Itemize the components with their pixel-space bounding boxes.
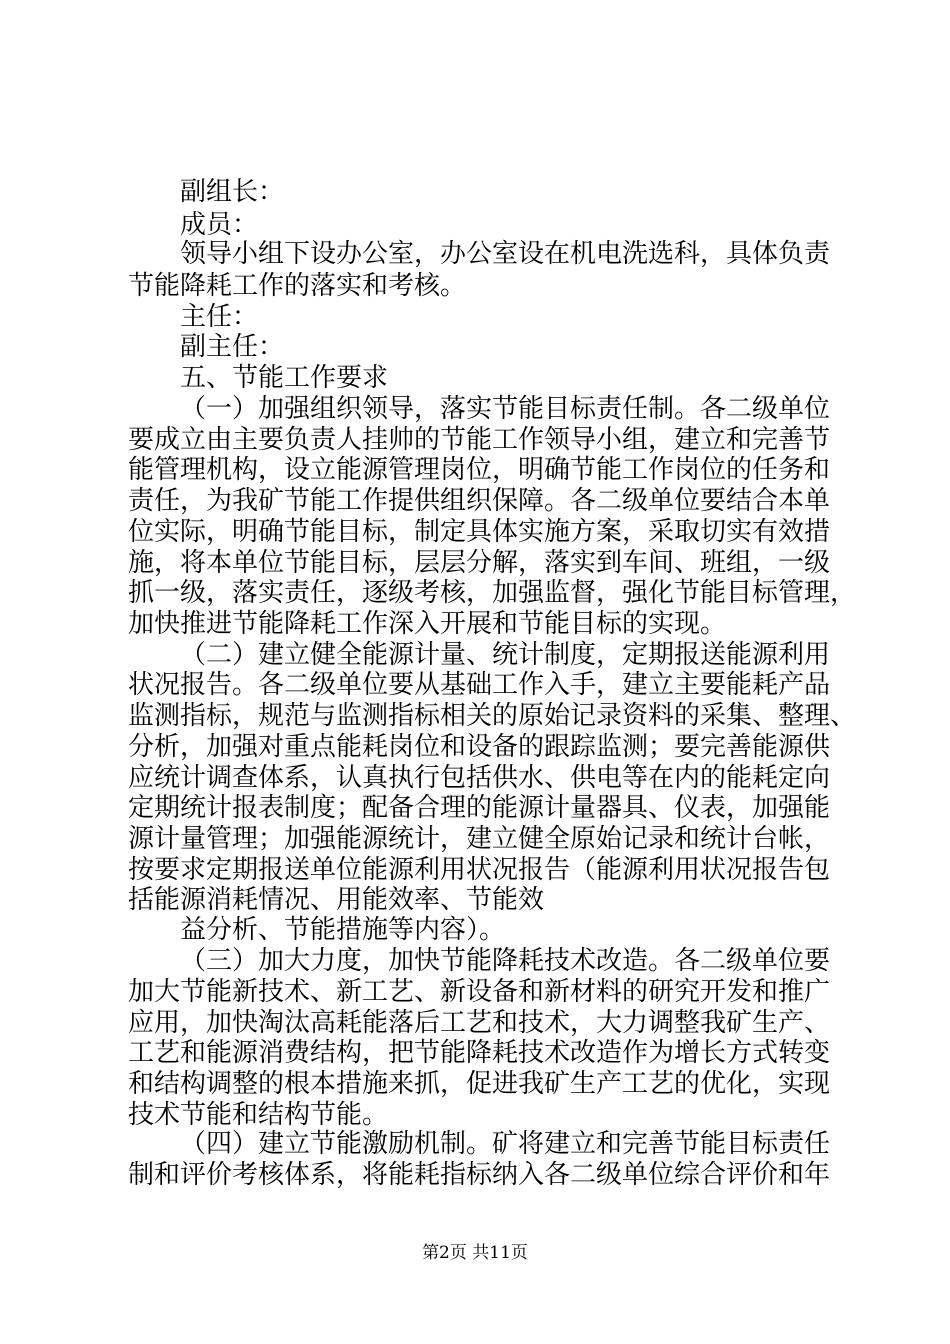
text-line: 括能源消耗情况、用能效率、节能效 <box>128 885 545 915</box>
text-line: 工艺和能源消费结构，把节能降耗技术改造作为增长方式转变 <box>128 1038 831 1068</box>
text-line: 定期统计报表制度；配备合理的能源计量器具、仪表，加强能 <box>128 793 831 823</box>
text-line: （四）建立节能激励机制。矿将建立和完善节能目标责任 <box>180 1129 831 1159</box>
text-line: 主任： <box>180 302 259 332</box>
text-line: 技术节能和结构节能。 <box>128 1100 389 1130</box>
text-line: 责任，为我矿节能工作提供组织保障。各二级单位要结合本单 <box>128 486 831 516</box>
text-line: 成员： <box>180 210 259 240</box>
text-line: （二）建立健全能源计量、统计制度，定期报送能源利用 <box>180 640 831 670</box>
text-line: 施，将本单位节能目标，层层分解，落实到车间、班组，一级 <box>128 548 831 578</box>
text-line: 加大节能新技术、新工艺、新设备和新材料的研究开发和推广 <box>128 977 831 1007</box>
text-line: 益分析、节能措施等内容）。 <box>180 915 506 945</box>
text-line: 要成立由主要负责人挂帅的节能工作领导小组，建立和完善节 <box>128 425 831 455</box>
text-line: 监测指标，规范与监测指标相关的原始记录资料的采集、整理、 <box>128 701 857 731</box>
text-line: 副组长： <box>180 177 285 207</box>
page-footer: 第2页 共11页 <box>422 1243 528 1263</box>
text-line: 源计量管理；加强能源统计，建立健全原始记录和统计台帐， <box>128 824 831 854</box>
text-line: 按要求定期报送单位能源利用状况报告（能源利用状况报告包 <box>128 855 831 885</box>
text-line: 和结构调整的根本措施来抓，促进我矿生产工艺的优化，实现 <box>128 1069 831 1099</box>
text-line: 加快推进节能降耗工作深入开展和节能目标的实现。 <box>128 609 727 639</box>
text-line: 分析，加强对重点能耗岗位和设备的跟踪监测；要完善能源供 <box>128 732 831 762</box>
text-line: 位实际，明确节能目标，制定具体实施方案，采取切实有效措 <box>128 517 831 547</box>
text-line: 抓一级，落实责任，逐级考核，加强监督，强化节能目标管理， <box>128 578 857 608</box>
text-line: 应用，加快淘汰高耗能落后工艺和技术，大力调整我矿生产、 <box>128 1008 831 1038</box>
text-line: （三）加大力度，加快节能降耗技术改造。各二级单位要 <box>180 946 831 976</box>
text-line: 五、节能工作要求 <box>180 363 389 393</box>
text-line: 领导小组下设办公室，办公室设在机电洗选科，具体负责 <box>180 239 831 269</box>
text-line: （一）加强组织领导，落实节能目标责任制。各二级单位 <box>180 394 831 424</box>
text-line: 副主任： <box>180 332 285 362</box>
text-line: 能管理机构，设立能源管理岗位，明确节能工作岗位的任务和 <box>128 455 831 485</box>
text-line: 状况报告。各二级单位要从基础工作入手，建立主要能耗产品 <box>128 670 831 700</box>
text-line: 节能降耗工作的落实和考核。 <box>128 271 467 301</box>
text-line: 应统计调查体系，认真执行包括供水、供电等在内的能耗定向 <box>128 763 831 793</box>
text-line: 制和评价考核体系，将能耗指标纳入各二级单位综合评价和年 <box>128 1160 831 1190</box>
